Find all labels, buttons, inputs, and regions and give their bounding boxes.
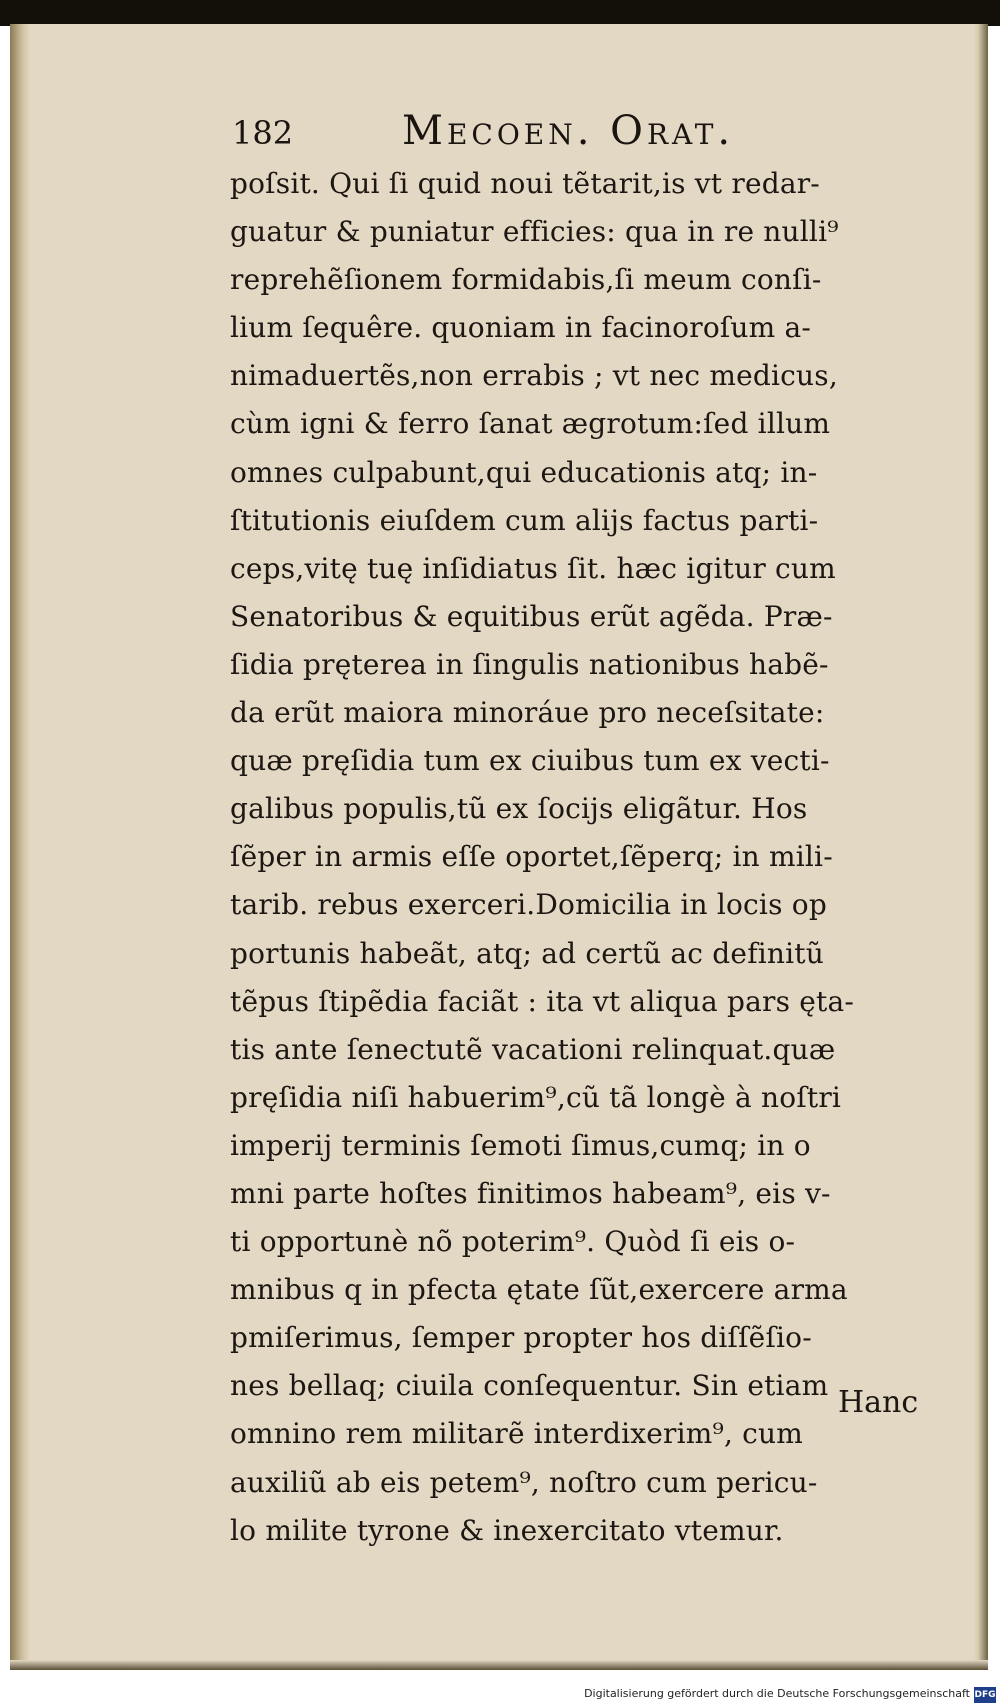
text-line: mnibus q in pfecta ętate ſũt,exercere arma bbox=[230, 1273, 848, 1307]
page-right-edge bbox=[974, 24, 988, 1670]
body-text bbox=[230, 160, 930, 1555]
text-line: guatur & puniatur efficies: qua in re nulli⁹ bbox=[230, 215, 839, 249]
text-line: omnes culpabunt,qui educationis atq; in- bbox=[230, 455, 818, 489]
text-line: galibus populis,tũ ex ſocijs eligãtur. Hos bbox=[230, 792, 808, 826]
text-line: auxiliũ ab eis petem⁹, noſtro cum pericu- bbox=[230, 1465, 818, 1499]
text-line: ſidia pręterea in ſingulis nationibus habẽ- bbox=[230, 647, 829, 681]
text-line: imperij terminis ſemoti ſimus,cumq; in o bbox=[230, 1128, 811, 1162]
page-bottom-edge bbox=[10, 1660, 988, 1670]
text-line: reprehẽſionem formidabis,ſi meum conſi- bbox=[230, 263, 822, 297]
footer-credit: Digitalisierung gefördert durch die Deutsche Forschungsgemeinschaft bbox=[584, 1687, 970, 1700]
page-header bbox=[232, 108, 792, 158]
page-number: 182 bbox=[232, 114, 294, 152]
text-line: nes bellaq; ciuila conſequentur. Sin etiam bbox=[230, 1369, 829, 1403]
running-head: Mecoen. Orat. bbox=[402, 108, 735, 154]
text-line: omnino rem militarẽ interdixerim⁹, cum bbox=[230, 1417, 804, 1451]
dfg-logo-icon: DFG bbox=[974, 1687, 996, 1703]
text-line: ceps,vitę tuę inſidiatus ſit. hæc igitur cum bbox=[230, 551, 836, 585]
text-line: lo milite tyrone & inexercitato vtemur. bbox=[230, 1513, 784, 1547]
footer-bar bbox=[0, 1685, 1000, 1707]
text-line: portunis habeãt, atq; ad certũ ac definitũ bbox=[230, 936, 824, 970]
text-line: lium ſequêre. quoniam in facinoroſum a- bbox=[230, 311, 812, 345]
text-line: cùm igni & ferro ſanat ægrotum:ſed illum bbox=[230, 407, 831, 441]
text-line: pręſidia niſi habuerim⁹,cũ tã longè à noſtri bbox=[230, 1080, 842, 1114]
text-line: ti opportunè nõ poterim⁹. Quòd ſi eis o- bbox=[230, 1225, 796, 1259]
text-line: mni parte hoſtes finitimos habeam⁹, eis v- bbox=[230, 1176, 831, 1210]
scan-top-border bbox=[0, 0, 1000, 26]
text-line: da erũt maiora minoráue pro neceſsitate: bbox=[230, 696, 825, 730]
text-line: quæ pręſidia tum ex ciuibus tum ex vecti- bbox=[230, 744, 830, 778]
text-line: nimaduertẽs,non errabis ; vt nec medicus, bbox=[230, 359, 838, 393]
text-line: pmiſerimus, ſemper propter hos diſſẽſio- bbox=[230, 1321, 812, 1355]
text-line: tarib. rebus exerceri.Domicilia in locis op bbox=[230, 888, 827, 922]
text-line: tẽpus ſtipẽdia faciãt : ita vt aliqua pars ętа- bbox=[230, 984, 855, 1018]
catchword: Hanc bbox=[838, 1385, 919, 1420]
page-left-edge bbox=[10, 24, 30, 1670]
text-line: Senatoribus & equitibus erũt agẽda. Præ- bbox=[230, 599, 833, 633]
text-line: poſsit. Qui ſi quid noui tẽtarit,is vt redar- bbox=[230, 167, 820, 200]
text-line: ſẽper in armis eſſe oportet,ſẽperq; in mili- bbox=[230, 840, 833, 874]
text-line: ſtitutionis eiuſdem cum alijs factus parti- bbox=[230, 503, 819, 537]
text-line: tis ante ſenectutẽ vacationi relinquat.quæ bbox=[230, 1032, 836, 1066]
